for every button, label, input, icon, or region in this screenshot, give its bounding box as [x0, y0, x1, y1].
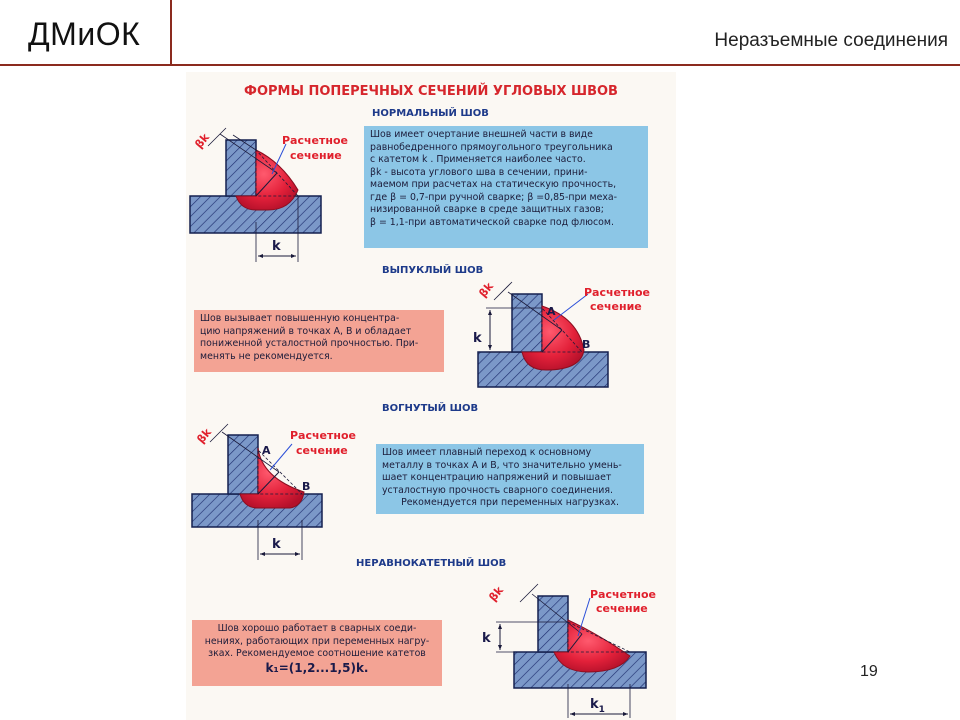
point-a-label-2: A [547, 305, 556, 318]
heading-concave-seam: ВОГНУТЫЙ ШОВ [382, 403, 479, 414]
slide-subtitle: Неразъемные соединения [714, 30, 948, 51]
poster-title: ФОРМЫ ПОПЕРЕЧНЫХ СЕЧЕНИЙ УГЛОВЫХ ШВОВ [244, 84, 618, 99]
unequal-line-2: нениях, работающих при переменных нагру- [204, 635, 430, 647]
heading-normal-seam: НОРМАЛЬНЫЙ ШОВ [372, 108, 489, 119]
normal-line-5: маемом при расчетах на статическую прочность, [370, 179, 617, 190]
k1-label: $k_1$ [590, 697, 605, 715]
heading-unequal-seam: НЕРАВНОКАТЕТНЫЙ ШОВ [356, 558, 507, 569]
concave-line-1: Шов имеет плавный переход к основному [382, 447, 592, 458]
concave-line-5: Рекомендуется при переменных нагрузках. [401, 497, 619, 508]
header-divider-horizontal [0, 64, 960, 66]
concave-line-2: металлу в точках А и В, что значительно умень- [382, 459, 622, 471]
header-divider-vertical [170, 0, 172, 66]
convex-line-4: менять не рекомендуется. [200, 350, 333, 362]
beta-k-label-1: βk [192, 130, 213, 151]
concave-line-3: шает концентрацию напряжений и повышает [382, 472, 612, 483]
point-a-label-3: A [262, 444, 271, 457]
point-b-label-3: B [302, 480, 311, 493]
point-b-label-2: B [582, 338, 591, 351]
normal-line-2: равнобедренного прямоугольного треугольника [370, 141, 613, 153]
unequal-formula: k₁=(1,2...1,5)k. [265, 660, 369, 675]
normal-line-7: низированной сварке в среде защитных газов; [370, 204, 604, 215]
beta-k-label-3: βk [194, 425, 215, 446]
normal-line-1: Шов имеет очертание внешней части в виде [370, 129, 593, 140]
calc-section-label-1a: Расчетное [282, 134, 349, 147]
normal-line-4: βk - высота углового шва в сечении, прини- [370, 166, 588, 178]
k-label-3: k [272, 537, 281, 552]
beta-k-label-4: βk [486, 583, 507, 604]
calc-section-label-1b: сечение [290, 149, 342, 162]
k-label-1: k [272, 239, 281, 254]
k-label-4: k [482, 631, 491, 646]
calc-section-label-4a: Расчетное [590, 588, 657, 601]
k-label-2: k [473, 331, 482, 346]
page-number: 19 [860, 663, 878, 680]
calc-section-label-2a: Расчетное [584, 286, 651, 299]
beta-k-label-2: βk [476, 279, 497, 300]
calc-section-label-3a: Расчетное [290, 429, 357, 442]
slide-header [0, 0, 960, 66]
calc-section-label-3b: сечение [296, 444, 348, 457]
unequal-line-3: зках. Рекомендуемое соотношение катетов [208, 648, 426, 659]
normal-line-8: β = 1,1-при автоматической сварке под флюсом. [370, 216, 614, 228]
unequal-line-1: Шов хорошо работает в сварных соеди- [217, 623, 417, 634]
convex-line-2: цию напряжений в точках А, В и обладает [200, 325, 412, 337]
normal-line-3: с катетом k . Применяется наиболее часто. [370, 154, 586, 165]
convex-line-3: пониженной усталостной прочностью. При- [200, 338, 419, 349]
concave-line-4: усталостную прочность сварного соединения. [382, 484, 613, 496]
heading-convex-seam: ВЫПУКЛЫЙ ШОВ [382, 265, 484, 276]
calc-section-label-4b: сечение [596, 602, 648, 615]
slide-title: ДМиОК [28, 16, 141, 52]
normal-line-6: где β = 0,7-при ручной сварке; β =0,85-при меха- [370, 191, 618, 203]
convex-line-1: Шов вызывает повышенную концентра- [200, 313, 400, 324]
poster-image [186, 72, 676, 720]
calc-section-label-2b: сечение [590, 300, 642, 313]
unequal-seam-text [192, 620, 442, 686]
